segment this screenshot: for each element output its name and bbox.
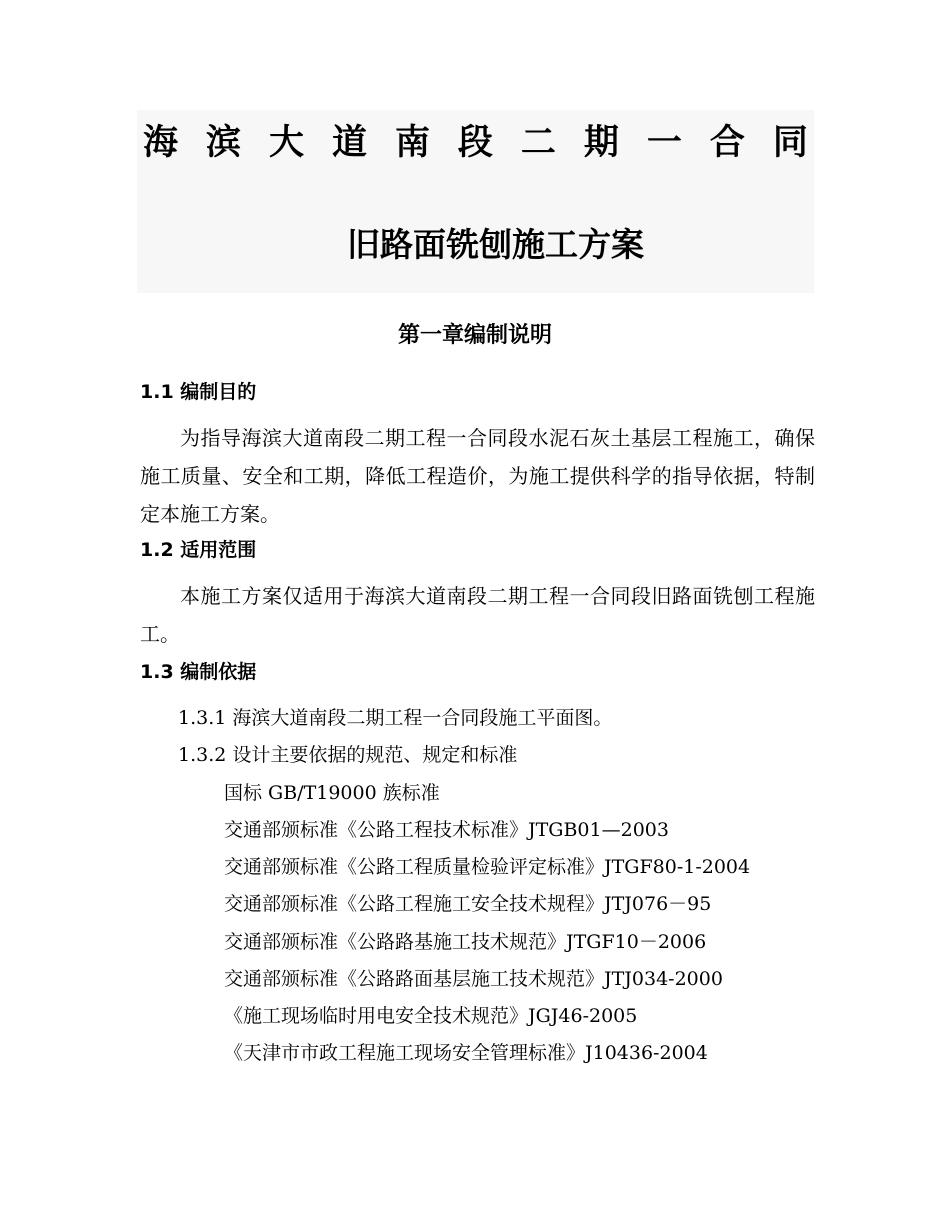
basis-item: 1.3.1 海滨大道南段二期工程一合同段施工平面图。 [178, 707, 613, 729]
standard-item: 交通部颁标准《公路路基施工技术规范》JTGF10－2006 [224, 931, 707, 953]
standard-item: 《施工现场临时用电安全技术规范》JGJ46-2005 [224, 1005, 638, 1027]
title-char: 滨 [205, 123, 241, 163]
document-title-block [137, 110, 814, 293]
title-char: 南 [394, 123, 430, 163]
standard-item: 交通部颁标准《公路工程技术标准》JTGB01—2003 [224, 819, 669, 841]
document-title-line-2: 旧路面铣刨施工方案 [347, 225, 644, 264]
standard-item: 国标 GB/T19000 族标准 [224, 782, 440, 804]
section-heading-1-1: 1.1 编制目的 [140, 381, 257, 403]
title-char: 期 [583, 123, 619, 163]
title-char: 道 [331, 123, 367, 163]
standard-item: 交通部颁标准《公路路面基层施工技术规范》JTJ034-2000 [224, 968, 723, 990]
title-char: 大 [268, 123, 304, 163]
chapter-heading: 第一章编制说明 [397, 323, 552, 348]
basis-item: 1.3.2 设计主要依据的规范、规定和标准 [178, 744, 518, 766]
section-heading-1-3: 1.3 编制依据 [140, 661, 257, 683]
standard-item: 交通部颁标准《公路工程施工安全技术规程》JTJ076－95 [224, 893, 712, 915]
title-char: 合 [709, 123, 745, 163]
standard-item: 交通部颁标准《公路工程质量检验评定标准》JTGF80-1-2004 [224, 856, 751, 878]
title-char: 同 [772, 123, 808, 163]
title-char: 段 [457, 123, 493, 163]
title-char: 海 [143, 123, 179, 163]
standard-item: 《天津市市政工程施工现场安全管理标准》J10436-2004 [224, 1042, 708, 1064]
section-body-1-2: 本施工方案仅适用于海滨大道南段二期工程一合同段旧路面铣刨工程施工。 [140, 584, 815, 646]
section-body-1-1: 为指导海滨大道南段二期工程一合同段水泥石灰土基层工程施工，确保施工质量、安全和工期，降低工程造价，为施工提供科学的指导依据，特制定本施工方案。 [140, 426, 815, 526]
title-char: 二 [520, 123, 556, 163]
section-heading-1-2: 1.2 适用范围 [140, 539, 257, 561]
title-char: 一 [646, 123, 682, 163]
document-title-line-1 [137, 118, 814, 168]
